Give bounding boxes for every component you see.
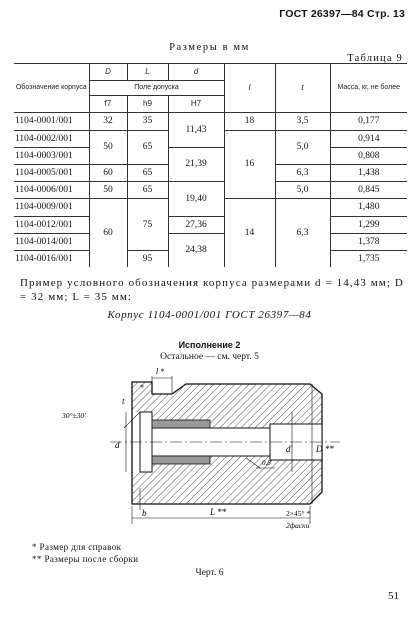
header-L: L (127, 64, 168, 81)
drawing-label-d: d (115, 440, 120, 450)
table-row-code: 1104-0006/001 (14, 182, 89, 199)
cell-t: 6,3 (275, 164, 330, 181)
table-row-code: 1104-0012/001 (14, 216, 89, 233)
cell-l: 16 (224, 130, 275, 199)
example-text: Пример условного обозначения корпуса размерами d = 14,43 мм; D = 32 мм; L = 35 мм: (20, 277, 404, 303)
table-row-code: 1104-0001/001 (14, 113, 89, 130)
cell-mass: 1,480 (330, 199, 407, 216)
drawing-label-d-prime: d' (286, 444, 293, 454)
cell-L: 35 (127, 113, 168, 130)
cell-L: 65 (127, 182, 168, 199)
cell-L: 65 (127, 164, 168, 181)
drawing-label-chamfer: 30°±30' (62, 411, 86, 420)
table-row-code: 1104-0005/001 (14, 164, 89, 181)
cell-t: 5,0 (275, 182, 330, 199)
figure-caption: Черт. 6 (195, 568, 224, 578)
cell-t: 6,3 (275, 199, 330, 267)
table-row-code: 1104-0014/001 (14, 233, 89, 250)
header-mass: Масса, кг, не более (330, 64, 407, 113)
cell-L: 65 (127, 130, 168, 164)
cell-d: 24,38 (168, 233, 224, 267)
cell-D: 32 (89, 113, 127, 130)
table-row-code: 1104-0003/001 (14, 147, 89, 164)
cell-mass: 1,378 (330, 233, 407, 250)
cell-mass: 1,438 (330, 164, 407, 181)
cell-d: 27,36 (168, 216, 224, 233)
cell-mass: 0,808 (330, 147, 407, 164)
header-tolerance: Поле допуска (89, 81, 224, 96)
drawing-label-roughness: 0,8 (262, 459, 271, 467)
drawing-label-D: D ** (316, 444, 334, 454)
drawing-label-chamfer2: 2×45° * (286, 509, 311, 518)
sizes-caption: Размеры в мм (169, 42, 250, 53)
drawing-label-L: L ** (210, 507, 227, 517)
cell-mass: 0,845 (330, 182, 407, 199)
header-d: d (168, 64, 224, 81)
cell-D: 50 (89, 182, 127, 199)
drawing-label-b: b (142, 508, 147, 518)
table-row-code: 1104-0009/001 (14, 199, 89, 216)
drawing-label-l: l * (156, 368, 165, 376)
tol-L: h9 (127, 96, 168, 113)
cell-t: 3,5 (275, 113, 330, 130)
page-header: ГОСТ 26397—84 Стр. 13 (279, 8, 405, 20)
cell-d: 11,43 (168, 113, 224, 147)
cell-mass: 1,735 (330, 250, 407, 267)
cell-D: 60 (89, 199, 127, 267)
dimensions-table (14, 63, 407, 267)
cell-mass: 0,177 (330, 113, 407, 130)
cell-t: 5,0 (275, 130, 330, 164)
table-label: Таблица 9 (347, 53, 403, 64)
cell-L: 95 (127, 250, 168, 267)
drawing-label-star: * (140, 383, 144, 392)
cell-l: 18 (224, 113, 275, 130)
header-D: D (89, 64, 127, 81)
variant-title: Исполнение 2 (178, 340, 241, 350)
cell-mass: 1,299 (330, 216, 407, 233)
cell-d: 21,39 (168, 147, 224, 181)
page-number: 51 (388, 590, 399, 602)
technical-drawing (60, 368, 360, 538)
drawing-label-t: t (122, 396, 125, 406)
footnote-2: ** Размеры после сборки (32, 554, 139, 564)
header-t: t (275, 64, 330, 113)
tol-d: H7 (168, 96, 224, 113)
cell-d: 19,40 (168, 182, 224, 216)
header-designation: Обозначение корпуса (14, 64, 89, 113)
table-row-code: 1104-0016/001 (15, 253, 73, 264)
footnote-1: * Размер для справок (32, 542, 122, 552)
cell-mass: 0,914 (330, 130, 407, 147)
cell-l: 14 (224, 199, 275, 267)
cell-D: 50 (89, 130, 127, 164)
cell-L: 75 (127, 199, 168, 251)
cell-D: 60 (89, 164, 127, 181)
header-l: l (224, 64, 275, 113)
tol-D: f7 (89, 96, 127, 113)
example-code: Корпус 1104-0001/001 ГОСТ 26397—84 (107, 309, 312, 321)
variant-note: Остальное — см. черт. 5 (160, 352, 259, 362)
table-row-code: 1104-0002/001 (14, 130, 89, 147)
drawing-label-fask: 2фаски (286, 521, 310, 530)
